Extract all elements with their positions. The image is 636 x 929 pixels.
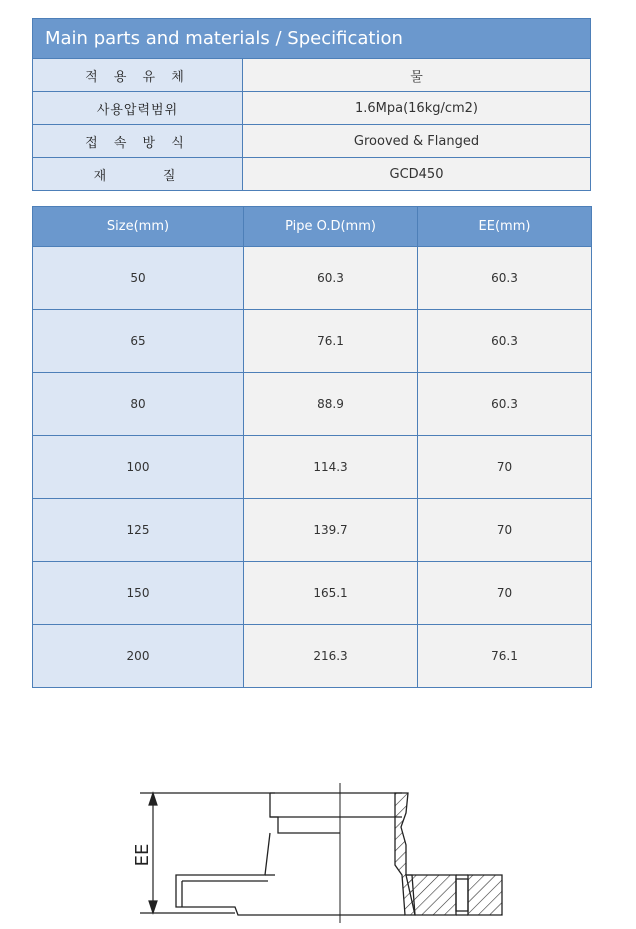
spec-value-connection: Grooved & Flanged — [243, 125, 591, 158]
cell-pipe-od: 165.1 — [244, 562, 418, 625]
cell-ee: 76.1 — [418, 625, 592, 688]
header-pipe-od: Pipe O.D(mm) — [244, 207, 418, 247]
table-row — [33, 625, 592, 688]
spec-row — [33, 158, 591, 191]
spec-label-pressure: 사용압력범위 — [33, 92, 243, 125]
spec-row — [33, 92, 591, 125]
cell-ee: 70 — [418, 436, 592, 499]
cell-pipe-od: 76.1 — [244, 310, 418, 373]
spec-value-pressure: 1.6Mpa(16kg/cm2) — [243, 92, 591, 125]
cell-pipe-od: 88.9 — [244, 373, 418, 436]
header-size: Size(mm) — [33, 207, 244, 247]
header-ee: EE(mm) — [418, 207, 592, 247]
cell-pipe-od: 216.3 — [244, 625, 418, 688]
cell-size: 50 — [33, 247, 244, 310]
spec-table — [32, 58, 591, 191]
cell-size: 80 — [33, 373, 244, 436]
spec-label-material: 재 질 — [33, 158, 243, 191]
cell-pipe-od: 139.7 — [244, 499, 418, 562]
cell-size: 150 — [33, 562, 244, 625]
spec-value-fluid: 물 — [243, 59, 591, 92]
spec-row — [33, 125, 591, 158]
cell-size: 65 — [33, 310, 244, 373]
cell-ee: 60.3 — [418, 373, 592, 436]
size-table-header — [33, 207, 592, 247]
ee-dimension-label: EE — [132, 843, 153, 867]
table-row — [33, 373, 592, 436]
table-row — [33, 562, 592, 625]
hatched-flange-outer — [468, 875, 502, 915]
cell-ee: 60.3 — [418, 310, 592, 373]
spec-label-fluid: 적 용 유 체 — [33, 59, 243, 92]
spec-section — [32, 18, 591, 191]
cell-ee: 70 — [418, 562, 592, 625]
cell-size: 125 — [33, 499, 244, 562]
body-outline — [176, 833, 405, 915]
spec-label-connection: 접 속 방 식 — [33, 125, 243, 158]
spec-title: Main parts and materials / Specification — [32, 18, 591, 58]
cell-ee: 70 — [418, 499, 592, 562]
bolt-hole — [456, 879, 468, 911]
table-row — [33, 310, 592, 373]
spec-value-material: GCD450 — [243, 158, 591, 191]
table-row — [33, 436, 592, 499]
cell-size: 200 — [33, 625, 244, 688]
size-table — [32, 206, 592, 688]
hatched-flange — [406, 875, 456, 915]
spec-row — [33, 59, 591, 92]
cell-pipe-od: 60.3 — [244, 247, 418, 310]
groove-outline — [270, 793, 340, 833]
table-row — [33, 247, 592, 310]
table-row — [33, 499, 592, 562]
cell-ee: 60.3 — [418, 247, 592, 310]
cell-size: 100 — [33, 436, 244, 499]
cell-pipe-od: 114.3 — [244, 436, 418, 499]
flange-cross-section-drawing — [120, 775, 520, 925]
